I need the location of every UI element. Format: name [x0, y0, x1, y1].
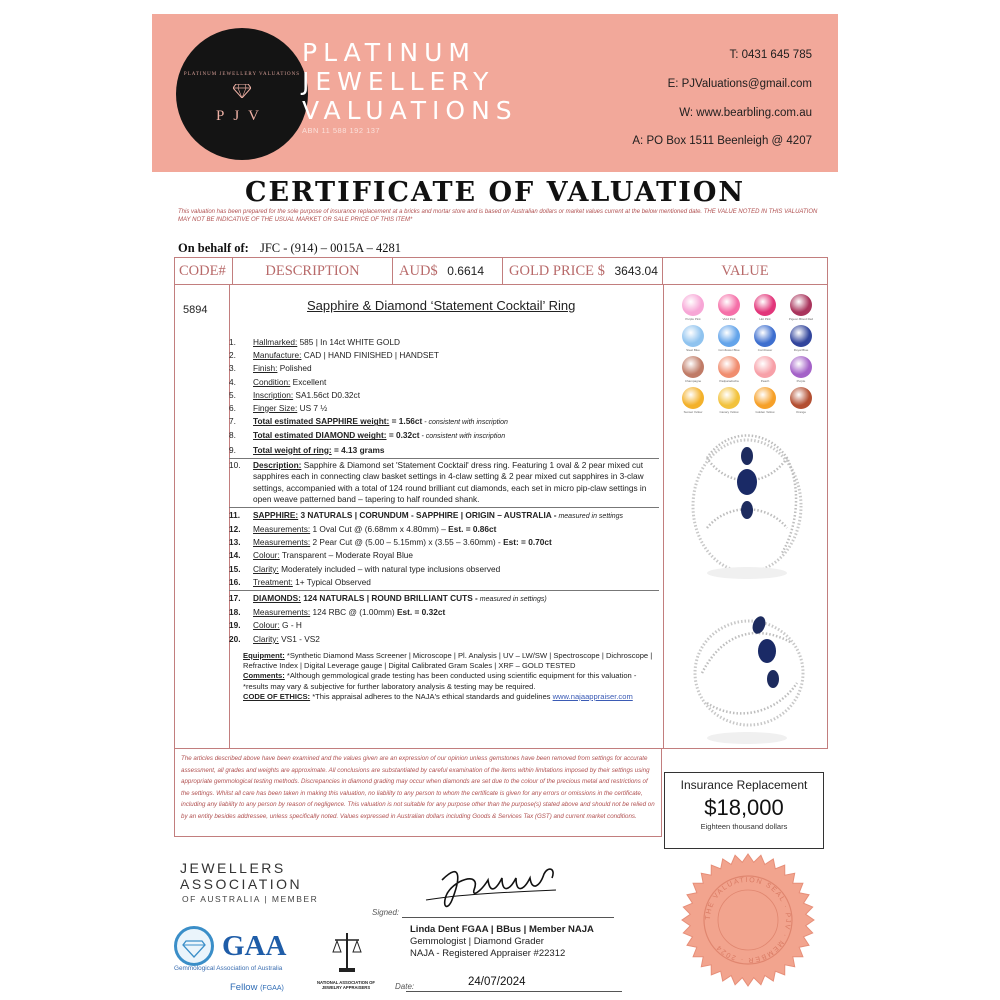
spec-number: 13.	[229, 537, 241, 548]
gem-swatch-label: Cornflower Blue	[718, 348, 740, 352]
jaa-line-2: ASSOCIATION	[180, 876, 303, 892]
gem-swatch-label: Champagne	[684, 379, 702, 383]
header-code: CODE#	[175, 258, 233, 284]
ethics-note	[243, 692, 661, 702]
gold-label: GOLD PRICE $	[509, 263, 605, 279]
gem-swatch-label: Steel Blue	[686, 348, 700, 352]
spec-note: - consistent with inscription	[419, 433, 506, 441]
spec-note: - consistent with inscription	[422, 419, 508, 427]
signer-details	[410, 924, 594, 959]
equipment-note	[243, 651, 661, 671]
spec-number: 8.	[229, 430, 236, 441]
spec-label: Measurements:	[253, 524, 311, 535]
spec-value: 1+ Typical Observed	[292, 576, 371, 587]
spec-number: 16.	[229, 576, 241, 587]
gaa-diamond-icon	[177, 929, 211, 963]
spec-line	[229, 429, 659, 443]
spec-value: 124 NATURALS | ROUND BRILLIANT CUTS -	[300, 593, 478, 604]
spec-label: SAPPHIRE:	[253, 509, 299, 520]
spec-label: Colour:	[253, 620, 280, 631]
spec-label: Clarity:	[253, 633, 279, 644]
certificate-page	[150, 12, 840, 992]
spec-number: 9.	[229, 444, 236, 455]
gem-swatch	[682, 356, 704, 378]
spec-number: 18.	[229, 607, 241, 618]
spec-line	[229, 523, 659, 536]
spec-estimate: Est. = 0.86ct	[445, 524, 497, 535]
gold-value: 3643.04	[614, 264, 658, 278]
gem-swatch-label: Pigeon Blood Red	[788, 317, 814, 321]
signature-line	[402, 917, 614, 918]
logo-monogram: PJV	[215, 108, 268, 124]
gem-swatch	[790, 356, 812, 378]
insurance-value-words: Eighteen thousand dollars	[700, 822, 788, 831]
spec-number: 7.	[229, 416, 236, 427]
item-code: 5894	[183, 304, 208, 316]
spec-line	[229, 402, 659, 415]
spec-number: 20.	[229, 633, 241, 644]
spec-number: 4.	[229, 376, 236, 387]
gaa-logo-text: GAA	[222, 930, 287, 962]
spec-line	[229, 389, 659, 402]
ring-photo-angled	[687, 603, 812, 748]
spec-line	[229, 536, 659, 549]
spec-line	[229, 619, 659, 632]
handwritten-signature	[422, 850, 562, 916]
header-description: DESCRIPTION	[233, 258, 393, 284]
spec-number: 17.	[229, 593, 241, 604]
spec-value: CAD | HAND FINISHED | HANDSET	[301, 350, 439, 361]
equipment-label: Equipment:	[243, 651, 285, 660]
pjv-logo	[176, 28, 308, 160]
fellow-label: Fellow	[230, 982, 258, 993]
spec-value: Transparent – Moderate Royal Blue	[279, 550, 414, 561]
spec-line	[229, 460, 659, 506]
spec-label: Total weight of ring:	[253, 444, 332, 455]
gem-swatch	[790, 387, 812, 409]
spec-number: 14.	[229, 550, 241, 561]
spec-value: US 7 ½	[297, 403, 328, 414]
spec-line	[229, 362, 659, 375]
document-title: CERTIFICATE OF VALUATION	[244, 177, 746, 208]
gem-swatch-label: Royal Blue	[793, 348, 809, 352]
column-divider-value	[663, 284, 664, 749]
spec-value: Sapphire & Diamond set 'Statement Cocktail' dress ring. Featuring 1 oval & 2 pear mixed cut sapphires each in connecting claw basket settings in 4-claw setting & 2 pear mixed cut sapphires in 3-claw settings, accompanied with a total of 124 round brilliant cut diamonds, each set in micro pip-claw settings in open weave patterned band – tapering to half rounded shank.	[253, 459, 647, 505]
spec-number: 11.	[229, 509, 241, 520]
gem-swatch-label: Peach	[760, 379, 770, 383]
spec-label: Manufacture:	[253, 350, 302, 361]
ethics-text: *This appraisal adheres to the NAJA's ethical standards and guidelines	[310, 691, 553, 701]
header-gold-price	[503, 258, 663, 284]
spec-estimate: Est. = 0.32ct	[394, 607, 446, 618]
gaa-subtitle: Gemmological Association of Australia	[174, 965, 283, 972]
spec-value: VS1 - VS2	[278, 633, 320, 644]
valuation-date: 24/07/2024	[468, 976, 526, 988]
contact-email[interactable]: E: PJValuations@gmail.com	[667, 78, 812, 90]
spec-value: SA1.56ct D0.32ct	[293, 389, 360, 400]
spec-label: Finish:	[253, 363, 278, 374]
spec-line	[229, 606, 659, 619]
spec-value: 585 | In 14ct WHITE GOLD	[297, 337, 400, 347]
section-divider	[229, 507, 659, 508]
spec-value: Polished	[277, 363, 312, 374]
spec-line	[229, 349, 659, 362]
spec-number: 12.	[229, 524, 241, 535]
spec-value: Moderately included – with natural type inclusions observed	[278, 563, 501, 574]
spec-number: 3.	[229, 363, 236, 374]
spec-label: DIAMONDS:	[253, 593, 301, 604]
spec-value: 3 NATURALS | CORUNDUM - SAPPHIRE | ORIGIN – AUSTRALIA -	[298, 509, 557, 520]
gem-swatch-label: Cornflower	[757, 348, 773, 352]
gem-swatch-label: Golden Yellow	[755, 410, 775, 414]
contact-phone: T: 0431 645 785	[729, 49, 812, 61]
comments-label: Comments:	[243, 671, 285, 681]
signer-role: Gemmologist | Diamond Grader	[410, 935, 544, 947]
jaa-subtitle: OF AUSTRALIA | MEMBER	[182, 894, 319, 904]
spec-line	[229, 633, 659, 646]
spec-value: 2 Pear Cut @ (5.00 – 5.15mm) x (3.55 – 3.60mm) -	[310, 537, 501, 548]
aud-value: 0.6614	[447, 264, 484, 278]
spec-label: Description:	[253, 459, 302, 470]
spec-label: Measurements:	[253, 537, 311, 548]
spec-value: 124 RBC @ (1.00mm)	[310, 607, 395, 618]
comments-text: *Although gemmological grade testing has been conducted using scientific equipment for this valuation - *results may vary & subjective for further laboratory analysis & testing may be required.	[243, 671, 637, 691]
header-banner	[152, 14, 838, 172]
valuation-disclaimer: This valuation has been prepared for the sole purpose of insurance replacement at a bricks and mortar store and is based on Australian dollars or market values current at the below mentioned date. THE VALUE NOTED IN THIS VALUATION MAY NOT BE INDICATIVE OF THE USUAL MARKET OR SALE PRICE OF THIS ITEM*	[178, 209, 818, 223]
signer-name: Linda Dent FGAA | BBus | Member NAJA	[410, 924, 594, 935]
spec-value: G - H	[279, 620, 302, 631]
on-behalf-value: JFC - (914) – 0015A – 4281	[259, 241, 401, 255]
signed-label: Signed:	[372, 908, 400, 917]
contact-address: A: PO Box 1511 Beenleigh @ 4207	[632, 135, 812, 147]
signer-registration: NAJA - Registered Appraiser #22312	[410, 947, 566, 959]
spec-label: Total estimated SAPPHIRE weight:	[253, 416, 390, 427]
spec-number: 19.	[229, 620, 241, 631]
gem-swatch	[790, 294, 812, 316]
gem-swatch-label: Hot Pink	[759, 317, 771, 321]
gem-swatch-label: Vivid Pink	[722, 317, 736, 321]
naja-logo-text: NATIONAL ASSOCIATION OF JEWELRY APPRAISERS	[316, 980, 375, 990]
spec-label: Clarity:	[253, 563, 279, 574]
date-line	[406, 991, 622, 992]
spec-note: measured in settings)	[477, 596, 547, 604]
seal-text: THE VALUATION SEAL · PJV · MEMBER · 2024	[704, 876, 792, 964]
valuation-table	[174, 257, 828, 749]
gem-swatch	[718, 356, 740, 378]
spec-line	[229, 509, 659, 523]
insurance-value: $18,000	[704, 795, 784, 820]
spec-line	[229, 549, 659, 562]
gem-swatch	[682, 387, 704, 409]
brand-name	[302, 38, 518, 125]
equipment-text: *Synthetic Diamond Mass Screener | Microscope | Pl. Analysis | UV – LW/SW | Spectroscope | Dichroscope | Refractive Index | Digital Leverage gauge | Digital Calibrated Gram Scales | XRF – GOLD TESTED	[243, 651, 653, 671]
testing-notes	[243, 651, 661, 702]
gem-swatch	[754, 294, 776, 316]
diamond-icon	[233, 84, 251, 98]
abn-number: ABN 11 588 192 137	[302, 126, 381, 135]
gaa-emblem-icon	[174, 926, 214, 966]
gem-swatch-label: Purple	[796, 379, 806, 383]
gem-swatch-label: Padparadscha	[719, 379, 739, 383]
gem-swatch-label: Orange	[795, 410, 806, 414]
spec-value: = 4.13 grams	[331, 444, 385, 455]
header-aud	[393, 258, 503, 284]
spec-line	[229, 444, 659, 457]
header-value: VALUE	[721, 263, 769, 279]
spec-number: 5.	[229, 389, 236, 400]
spec-line	[229, 376, 659, 389]
logo-ring-text: PLATINUM JEWELLERY VALUATIONS	[183, 72, 301, 77]
spec-line	[229, 336, 659, 349]
aud-label: AUD$	[399, 263, 438, 279]
spec-estimate: Est: = 0.70ct	[500, 537, 552, 548]
spec-number: 15.	[229, 563, 241, 574]
spec-list	[229, 336, 659, 646]
spec-label: Finger Size:	[253, 403, 298, 414]
header-divider	[175, 284, 827, 285]
gem-swatch	[718, 325, 740, 347]
section-divider	[229, 590, 659, 591]
naja-link[interactable]: www.najaappraiser.com	[552, 691, 633, 701]
spec-number: 6.	[229, 403, 236, 414]
gem-swatch-label: Purple Pink	[685, 317, 701, 321]
spec-value: Excellent	[290, 376, 327, 387]
legal-disclaimer: The articles described above have been examined and the values given are an expression of our opinion unless gemstones have been removed from settings for accurate assessment, all grades and weights are approximate. All conclusions are substantiated by careful examination of the items within limitations imposed by their settings using appropriate gemmological testing methods. Discrepancies in diamond grading may occur when diamonds are set due to the colour of the precious metal and restrictions of the settings. Whilst all care has been taken in making this valuation, no liability to any person to whom the certificate is given for any errors or omissions in the certificate, including any liability to any person by reason of negligence. This valuation is not suitable for any purpose other than the purpose(s) stated above and should not be relied on by an entity besides addressee, unless specifically noted. Values expressed in Australian dollars including Goods & Services Tax (GST) and current market conditions.	[174, 749, 662, 837]
spec-label: Treatment:	[253, 576, 293, 587]
scales-of-justice-icon	[332, 930, 362, 974]
brand-line-3: VALUATIONS	[302, 96, 518, 125]
spec-label: Hallmarked:	[253, 337, 298, 347]
spec-line	[229, 576, 659, 589]
spec-label: Total estimated DIAMOND weight:	[253, 430, 387, 441]
brand-line-1: PLATINUM	[302, 38, 476, 67]
spec-label: Inscription:	[253, 389, 294, 400]
item-title: Sapphire & Diamond ‘Statement Cocktail’ Ring	[307, 298, 576, 313]
gem-swatch	[790, 325, 812, 347]
spec-line	[229, 563, 659, 576]
on-behalf-label: On behalf of:	[178, 241, 249, 255]
gem-swatch	[718, 294, 740, 316]
gem-swatch	[754, 325, 776, 347]
spec-value: 1 Oval Cut @ (6.68mm x 4.80mm) –	[310, 524, 446, 535]
spec-label: Measurements:	[253, 607, 311, 618]
gem-swatch	[718, 387, 740, 409]
ring-photo-front	[687, 418, 807, 583]
gem-swatch	[754, 387, 776, 409]
section-divider	[229, 458, 659, 459]
ethics-label: CODE OF ETHICS:	[243, 691, 311, 701]
spec-value: = 0.32ct	[386, 430, 420, 441]
spec-line	[229, 415, 659, 429]
brand-line-2: JEWELLERY	[302, 67, 495, 96]
gem-swatch	[682, 294, 704, 316]
spec-label: Condition:	[253, 376, 291, 387]
date-label: Date:	[395, 982, 415, 991]
insurance-heading: Insurance Replacement	[680, 778, 808, 792]
insurance-replacement-box	[664, 772, 824, 849]
spec-label: Colour:	[253, 550, 280, 561]
spec-value: = 1.56ct	[389, 416, 423, 427]
embossed-seal	[680, 852, 816, 988]
gem-swatch-label: Canary Yellow	[719, 410, 739, 414]
contact-website[interactable]: W: www.bearbling.com.au	[679, 107, 812, 119]
gem-swatch	[682, 325, 704, 347]
spec-line	[229, 592, 659, 606]
spec-number: 10.	[229, 459, 241, 470]
on-behalf-of	[178, 241, 401, 256]
comments-note	[243, 671, 661, 691]
spec-number: 2.	[229, 350, 236, 361]
spec-number: 1.	[229, 337, 236, 347]
spec-note: measured in settings	[556, 512, 624, 520]
fellow-badge	[230, 982, 284, 993]
jaa-logo	[180, 860, 302, 892]
gem-swatch-label: Sunset Yellow	[683, 410, 703, 414]
jaa-line-1: JEWELLERS	[180, 860, 286, 876]
fellow-abbr: (FGAA)	[260, 985, 284, 992]
gem-swatch	[754, 356, 776, 378]
